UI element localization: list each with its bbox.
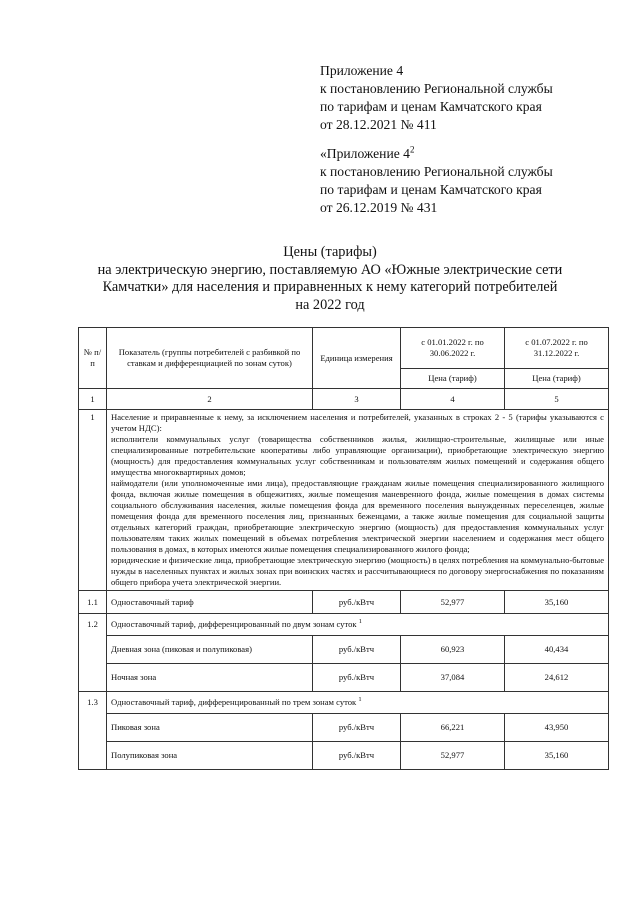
section-1-paragraph-4: юридические и физические лица, приобретающие электрическую энергию (мощность) в целях потребления на коммунально-бытовые нужды в населенных пунктах и жилых зонах при воинских частях и рассчитывающиеся по договору энергоснабжения по показаниям общего прибора учета электрической энергии. (111, 555, 605, 587)
appendix-previous-block (320, 145, 553, 217)
title-line4: на 2022 год (295, 296, 365, 313)
appendix-current-line2: к постановлению Региональной службы (320, 81, 553, 96)
row-1-3-zone-peak (79, 714, 609, 742)
appendix-current-line4: от 28.12.2021 № 411 (320, 117, 437, 132)
zone-night-unit: руб./кВтч (313, 664, 401, 692)
row-1-3-footnote: 1 (358, 696, 362, 704)
zone-peak-label: Пиковая зона (107, 714, 313, 742)
zone-day-value-1: 60,923 (401, 636, 505, 664)
zone-day-label: Дневная зона (пиковая и полупиковая) (107, 636, 313, 664)
column-number-row (79, 389, 609, 410)
appendix-previous-superscript: 2 (409, 144, 415, 155)
col-number-2: 2 (107, 389, 313, 410)
tariff-table (78, 327, 609, 770)
header-price1: Цена (тариф) (401, 369, 505, 389)
zone-day-unit: руб./кВтч (313, 636, 401, 664)
row-1-1-value-1: 52,977 (401, 591, 505, 614)
header-period1: с 01.01.2022 г. по 30.06.2022 г. (401, 328, 505, 369)
title-line3: Камчатки» для населения и приравненных к нему категорий потребителей (102, 279, 558, 295)
appendix-current-block (320, 62, 553, 134)
row-1-3-zone-semipeak (79, 742, 609, 770)
zone-night-value-2: 24,612 (505, 664, 609, 692)
row-1-2-zone-night (79, 664, 609, 692)
section-1-paragraph-2: исполнители коммунальных услуг (товарищества собственников жилья, жилищно-строительные, жилищные или иные специализированные потребительские кооперативы либо управляющие организации), приобретающие электрическую энергию (мощность) для предоставления коммунальных услуг собственникам и пользователям жилых помещений и содержания общего имущества многоквартирных домов; (111, 434, 604, 477)
row-1-3 (79, 692, 609, 714)
zone-semipeak-value-2: 35,160 (505, 742, 609, 770)
zone-peak-value-1: 66,221 (401, 714, 505, 742)
document-title (60, 244, 600, 314)
header-num: № п/п (79, 328, 107, 389)
row-1-3-label (107, 692, 609, 714)
zone-peak-value-2: 43,950 (505, 714, 609, 742)
header-row (79, 328, 609, 369)
zone-semipeak-value-1: 52,977 (401, 742, 505, 770)
row-1-3-label-text: Одноставочный тариф, дифференцированный по трем зонам суток (111, 697, 357, 707)
row-1-2-footnote: 1 (358, 618, 362, 626)
section-1-paragraph-1: Население и приравненные к нему, за исключением населения и потребителей, указанных в строках 2 - 5 (тарифы указываются с учетом НДС): (111, 412, 604, 433)
zone-semipeak-label: Полупиковая зона (107, 742, 313, 770)
col-number-4: 4 (401, 389, 505, 410)
row-1-1-num: 1.1 (79, 591, 107, 614)
appendix-current-line1: Приложение 4 (320, 63, 404, 78)
appendix-previous-line2: к постановлению Региональной службы (320, 164, 553, 179)
row-1-3-num: 1.3 (79, 692, 107, 770)
header-indicator: Показатель (группы потребителей с разбивкой по ставкам и дифференциацией по зонам суток) (107, 328, 313, 389)
appendix-current-line3: по тарифам и ценам Камчатского края (320, 99, 542, 114)
appendix-previous-line4: от 26.12.2019 № 431 (320, 200, 438, 215)
zone-day-value-2: 40,434 (505, 636, 609, 664)
header-price2: Цена (тариф) (505, 369, 609, 389)
zone-night-value-1: 37,084 (401, 664, 505, 692)
title-line1: Цены (тарифы) (283, 244, 377, 260)
col-number-1: 1 (79, 389, 107, 410)
zone-night-label: Ночная зона (107, 664, 313, 692)
appendix-previous-line3: по тарифам и ценам Камчатского края (320, 182, 542, 197)
col-number-3: 3 (313, 389, 401, 410)
row-1-2-zone-day (79, 636, 609, 664)
col-number-5: 5 (505, 389, 609, 410)
row-1-1-label: Одноставочный тариф (107, 591, 313, 614)
zone-semipeak-unit: руб./кВтч (313, 742, 401, 770)
row-1-1-value-2: 35,160 (505, 591, 609, 614)
row-1-2-label (107, 614, 609, 636)
appendix-previous-line1 (320, 145, 553, 163)
section-1-row (79, 410, 609, 591)
row-1-2-label-text: Одноставочный тариф, дифференцированный по двум зонам суток (111, 619, 357, 629)
row-1-1 (79, 591, 609, 614)
section-1-paragraph-3: наймодатели (или уполномоченные ими лица), предоставляющие гражданам жилые помещения специализированного жилищного фонда, включая жилые помещения в общежитиях, жилые помещения маневренного фонда, жилые помещения в домах системы социального обслуживания населения, жилые помещения фонда для временного поселения вынужденных переселенцев, жилые помещения фонда для временного поселения лиц, признанных беженцами, а также жилые помещения для социальной защиты отдельных категорий граждан, приобретающие электрическую энергию (мощность) для предоставления коммунальных услуг пользователям таких жилых помещений в объемах потребления электрической энергии населением и содержания мест общего пользования в домах, в которых имеются жилые помещения специализированного жилого фонда; (111, 478, 604, 554)
row-1-2 (79, 614, 609, 636)
section-1-num: 1 (79, 410, 107, 591)
appendix-previous-line1-text: «Приложение 4 (320, 146, 410, 161)
header-period2: с 01.07.2022 г. по 31.12.2022 г. (505, 328, 609, 369)
row-1-2-num: 1.2 (79, 614, 107, 692)
zone-peak-unit: руб./кВтч (313, 714, 401, 742)
row-1-1-unit: руб./кВтч (313, 591, 401, 614)
header-unit: Единица измерения (313, 328, 401, 389)
title-line2: на электрическую энергию, поставляемую АО «Южные электрические сети (97, 261, 563, 278)
section-1-description (107, 410, 609, 591)
